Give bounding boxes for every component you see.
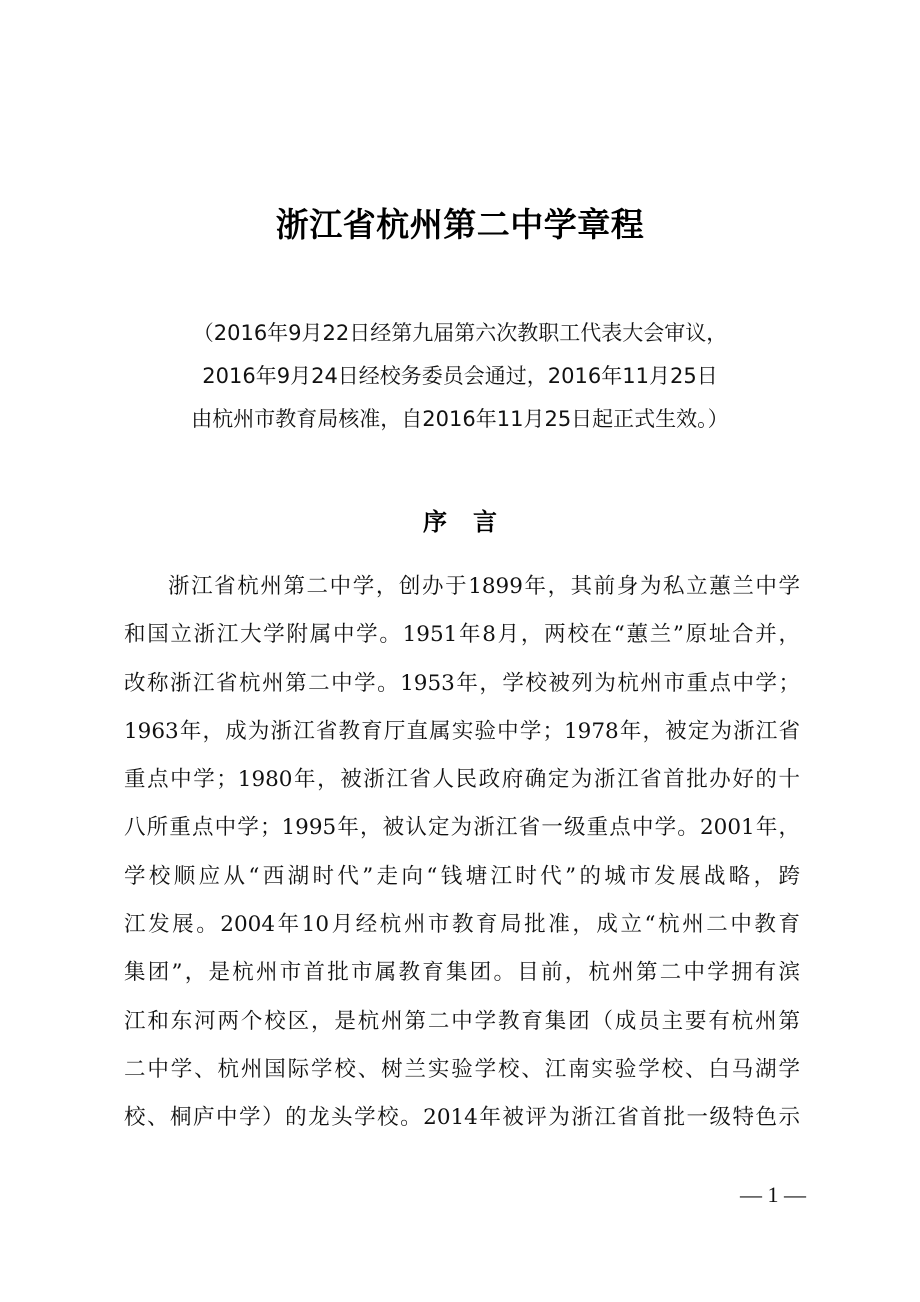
adoption-note-line: 由杭州市教育局核准，自2016年11月25日起正式生效。） <box>191 407 729 431</box>
adoption-note <box>0 312 920 441</box>
adoption-note-line: 2016年9月24日经校务委员会通过，2016年11月25日 <box>202 364 718 388</box>
paragraph-line: 和国立浙江大学附属中学。1951年8月，两校在“蕙兰”原址合并， <box>124 622 800 648</box>
preface-heading: 序言 <box>423 508 523 536</box>
paragraph-line: 江发展。2004年10月经杭州市教育局批准，成立“杭州二中教育 <box>124 912 800 938</box>
paragraph-line: 八所重点中学；1995年，被认定为浙江省一级重点中学。2001年， <box>124 815 800 841</box>
paragraph-line: 重点中学；1980年，被浙江省人民政府确定为浙江省首批办好的十 <box>124 767 800 793</box>
paragraph-line: 改称浙江省杭州第二中学。1953年，学校被列为杭州市重点中学； <box>124 670 800 696</box>
paragraph-line: 1963年，成为浙江省教育厅直属实验中学；1978年，被定为浙江省 <box>124 718 800 744</box>
adoption-note-line: （2016年9月22日经第九届第六次教职工代表大会审议， <box>192 321 728 345</box>
paragraph-line: 二中学、杭州国际学校、树兰实验学校、江南实验学校、白马湖学 <box>124 1056 800 1082</box>
paragraph-line: 集团”，是杭州市首批市属教育集团。目前，杭州第二中学拥有滨 <box>124 960 800 986</box>
paragraph-line: 浙江省杭州第二中学，创办于1899年，其前身为私立蕙兰中学 <box>168 574 800 599</box>
paragraph-line: 学校顺应从“西湖时代”走向“钱塘江时代”的城市发展战略，跨 <box>124 863 800 889</box>
paragraph-line: 江和东河两个校区，是杭州第二中学教育集团（成员主要有杭州第 <box>124 1008 800 1034</box>
preface-paragraph <box>124 563 800 1143</box>
page-number: — 1 — <box>740 1182 806 1207</box>
paragraph-line: 校、桐庐中学）的龙头学校。2014年被评为浙江省首批一级特色示 <box>124 1105 800 1131</box>
document-title: 浙江省杭州第二中学章程 <box>275 205 645 244</box>
